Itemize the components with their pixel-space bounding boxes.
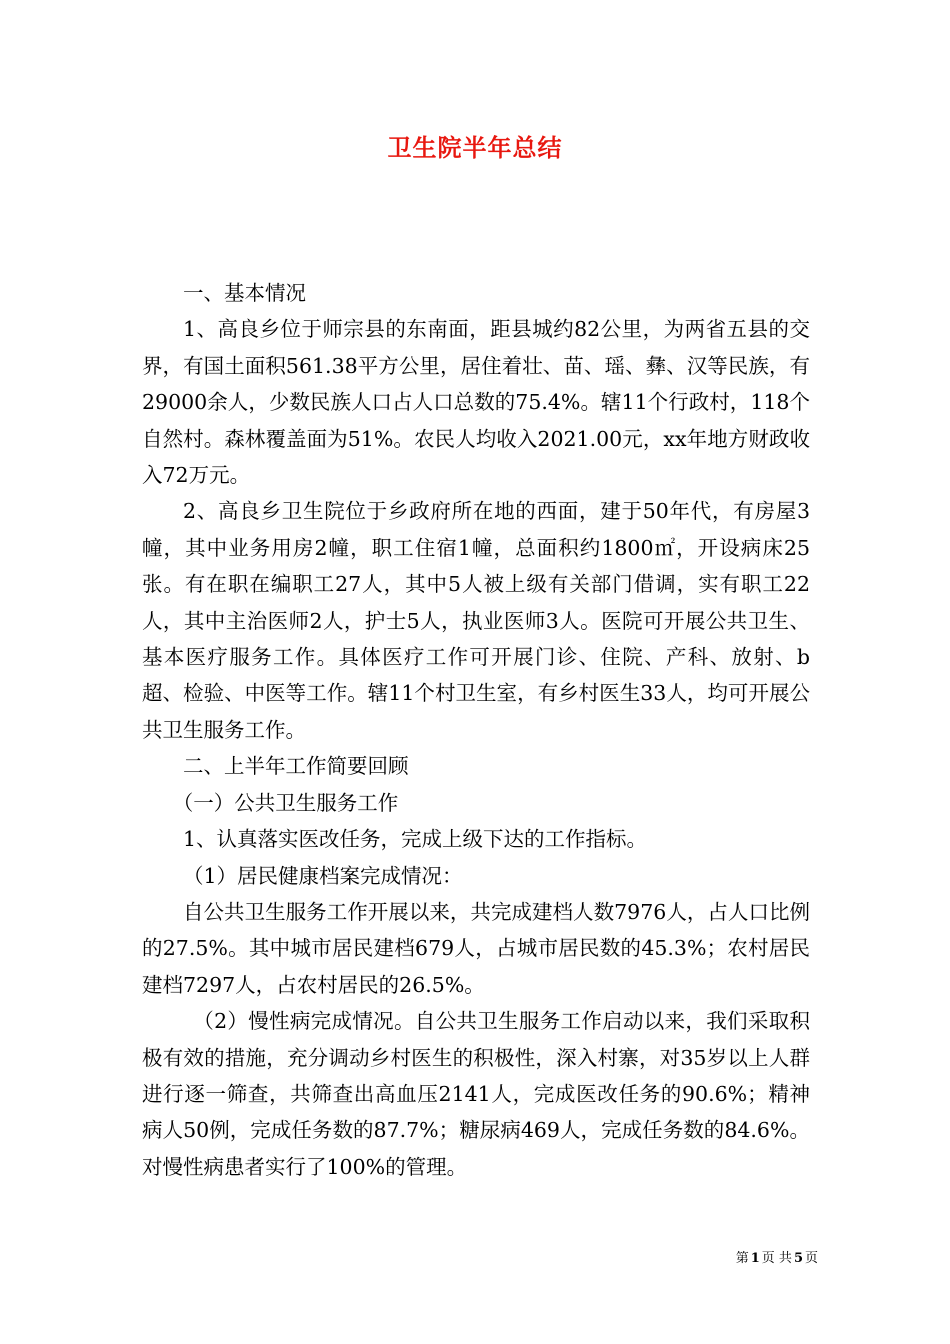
footer-page-number: 1 bbox=[750, 1251, 760, 1266]
document-title: 卫生院半年总结 bbox=[387, 133, 563, 162]
footer-prefix: 第 bbox=[735, 1251, 749, 1266]
footer-total-pages: 5 bbox=[793, 1251, 803, 1266]
paragraph: （1）居民健康档案完成情况： bbox=[183, 863, 463, 888]
section-heading: 二、上半年工作简要回顾 bbox=[183, 754, 409, 779]
paragraph: 2、高良乡卫生院位于乡政府所在地的西面，建于50年代，有房屋3幢，其中业务用房2幢，职工住宿1幢，总面积约1800㎡，开设病床25张。有在职在编职工27人，其中5人被上级有关部门借调，实有职工22人，其中主治医师2人，护士5人，执业医师3人。医院可开展公共卫生、基本医疗服务工作。具体医疗工作可开展门诊、住院、产科、放射、b超、检验、中医等工作。辖11个村卫生室，有乡村医生33人，均可开展公共卫生服务工作。 bbox=[142, 499, 810, 742]
paragraph: 1、高良乡位于师宗县的东南面，距县城约82公里，为两省五县的交界，有国土面积561.38平方公里，居住着壮、苗、瑶、彝、汉等民族，有29000余人，少数民族人口占人口总数的75.4%。辖11个行政村，118个自然村。森林覆盖面为51%。农民人均收入2021.00元，xx年地方财政收入72万元。 bbox=[142, 317, 810, 488]
footer-middle: 页 共 bbox=[761, 1251, 792, 1266]
paragraph: 自公共卫生服务工作开展以来，共完成建档人数7976人，占人口比例的27.5%。其中城市居民建档679人，占城市居民数的45.3%；农村居民建档7297人，占农村居民的26.5%。 bbox=[142, 899, 810, 997]
section-heading: 一、基本情况 bbox=[183, 281, 306, 305]
paragraph: （2）慢性病完成情况。自公共卫生服务工作启动以来，我们采取积极有效的措施，充分调动乡村医生的积极性，深入村寨，对35岁以上人群进行逐一筛查，共筛查出高血压2141人，完成医改任务的90.6%；精神病人50例，完成任务数的87.7%；糖尿病469人，完成任务数的84.6%。对慢性病患者实行了100%的管理。 bbox=[142, 1009, 810, 1179]
page-footer bbox=[736, 1250, 818, 1268]
footer-suffix: 页 bbox=[804, 1251, 818, 1266]
subsection-heading: （一）公共卫生服务工作 bbox=[172, 790, 399, 815]
document-body bbox=[142, 275, 810, 1185]
paragraph: 1、认真落实医改任务，完成上级下达的工作指标。 bbox=[183, 827, 648, 852]
